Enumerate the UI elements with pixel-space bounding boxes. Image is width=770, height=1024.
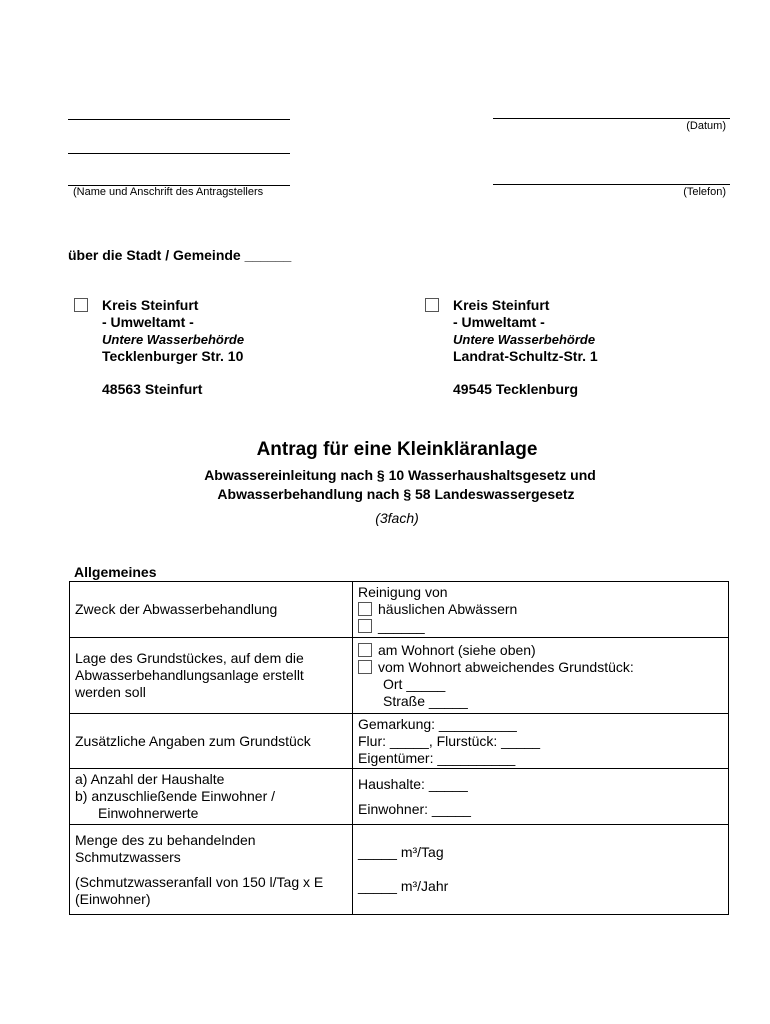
address-street: Landrat-Schultz-Str. 1 [453, 348, 598, 364]
label-b-cont: Einwohnerwerte [98, 805, 199, 821]
table-row [70, 825, 729, 915]
eigentuemer-field[interactable]: Eigentümer: __________ [358, 749, 516, 766]
telefon-label: (Telefon) [683, 186, 726, 198]
gemarkung-field[interactable]: Gemarkung: __________ [358, 715, 517, 732]
option-label: häuslichen Abwässern [378, 601, 518, 617]
datum-line [493, 118, 730, 119]
table-row [70, 582, 729, 638]
flur-field[interactable]: Flur: _____, Flurstück: _____ [358, 732, 541, 749]
address-name: Kreis Steinfurt [102, 297, 199, 313]
address-tecklenburg [453, 297, 598, 398]
label-b: b) anzuschließende Einwohner / [75, 788, 276, 804]
checkbox-icon[interactable] [358, 660, 372, 674]
row-label [70, 825, 353, 915]
option-label[interactable]: ______ [378, 618, 425, 634]
row-value [353, 638, 729, 714]
table-row [70, 714, 729, 769]
label-calculation: (Schmutzwasseranfall von 150 l/Tag x E (Einwohner) [75, 873, 324, 907]
row-value [353, 582, 729, 638]
document-subtitle-1: Abwassereinleitung nach § 10 Wasserhaushaltsgesetz und [204, 467, 596, 483]
address-dept: - Umweltamt - [453, 314, 545, 330]
name-line-1 [68, 119, 290, 120]
address-sub: Untere Wasserbehörde [453, 332, 596, 347]
name-label: (Name und Anschrift des Antragstellers [73, 186, 264, 198]
checkbox-icon[interactable] [358, 619, 372, 633]
m3-jahr-field[interactable]: _____ m³/Jahr [358, 878, 449, 894]
option-at-residence[interactable] [358, 642, 723, 659]
name-line-2 [68, 153, 290, 154]
row-label: Zusätzliche Angaben zum Grundstück [70, 714, 353, 769]
address-street: Tecklenburger Str. 10 [102, 348, 244, 364]
address-name: Kreis Steinfurt [453, 297, 550, 313]
address-dept: - Umweltamt - [102, 314, 194, 330]
row-value [353, 714, 729, 769]
datum-label: (Datum) [686, 120, 726, 132]
m3-tag-field[interactable]: _____ m³/Tag [358, 844, 444, 860]
address-city: 49545 Tecklenburg [453, 381, 579, 397]
checkbox-icon[interactable] [358, 643, 372, 657]
row-label: Lage des Grundstückes, auf dem die Abwasserbehandlungsanlage erstellt werden soll [70, 638, 353, 714]
ort-field[interactable]: Ort _____ [383, 675, 446, 692]
document-title: Antrag für eine Kleinkläranlage [256, 439, 538, 460]
table-row [70, 769, 729, 825]
strasse-field[interactable]: Straße _____ [383, 692, 468, 709]
form-table [69, 581, 729, 915]
address-checkbox-tecklenburg[interactable] [425, 298, 439, 312]
row-value [353, 769, 729, 825]
document-copies: (3fach) [375, 510, 419, 526]
haushalte-field[interactable]: Haushalte: _____ [358, 775, 468, 792]
option-label: vom Wohnort abweichendes Grundstück: [378, 658, 634, 675]
telefon-line [493, 184, 730, 185]
label-quantity: Menge des zu behandelnden Schmutzwassers [75, 831, 256, 865]
address-steinfurt [102, 297, 244, 398]
address-checkbox-steinfurt[interactable] [74, 298, 88, 312]
option-other[interactable] [358, 618, 723, 635]
table-row [70, 638, 729, 714]
purpose-intro: Reinigung von [358, 584, 448, 600]
label-a: a) Anzahl der Haushalte [75, 771, 225, 787]
row-label [70, 769, 353, 825]
address-sub: Untere Wasserbehörde [102, 332, 245, 347]
row-value [353, 825, 729, 915]
option-label: am Wohnort (siehe oben) [378, 641, 536, 658]
option-other-property[interactable] [358, 659, 723, 676]
checkbox-icon[interactable] [358, 602, 372, 616]
einwohner-field[interactable]: Einwohner: _____ [358, 800, 471, 817]
document-subtitle-2: Abwasserbehandlung nach § 58 Landeswassergesetz [217, 486, 575, 502]
stadt-gemeinde-line[interactable]: über die Stadt / Gemeinde ______ [68, 247, 292, 263]
option-household[interactable] [358, 601, 723, 618]
section-heading: Allgemeines [74, 564, 157, 580]
address-city: 48563 Steinfurt [102, 381, 203, 397]
row-label: Zweck der Abwasserbehandlung [70, 582, 353, 638]
